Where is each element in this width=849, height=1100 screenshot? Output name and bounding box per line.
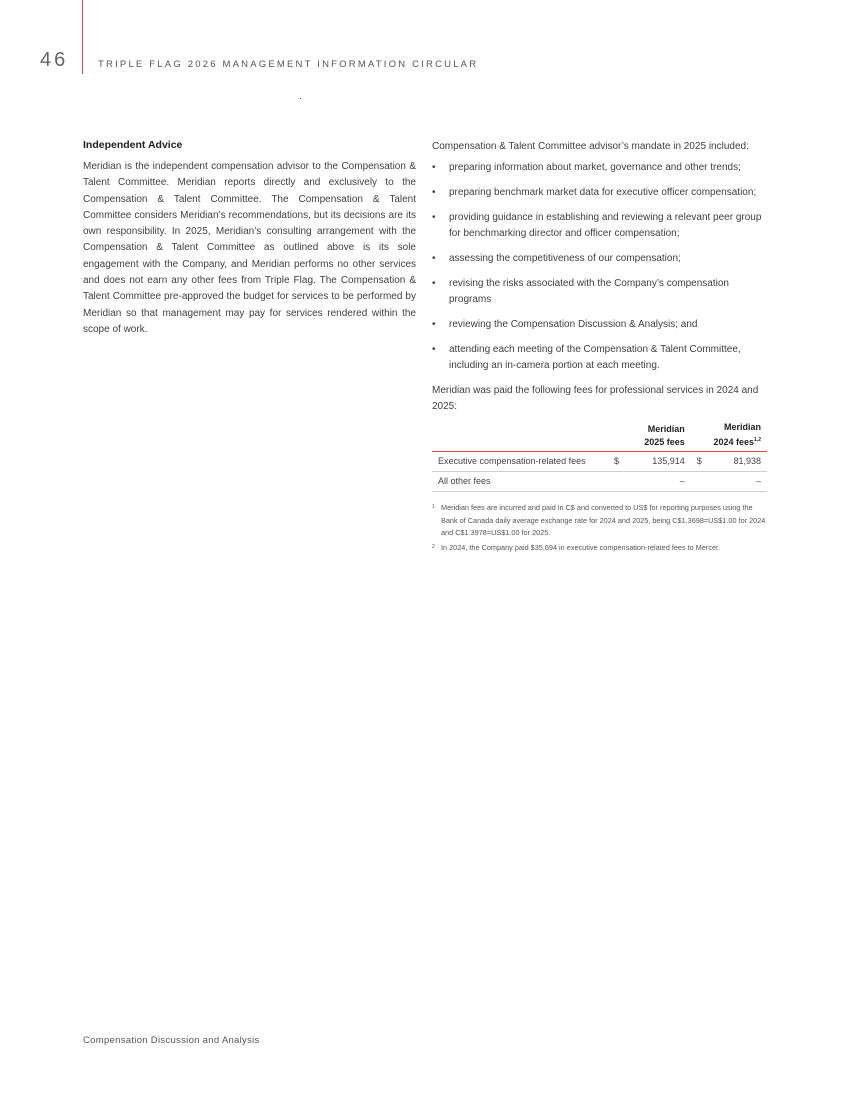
list-item: • preparing information about market, governance and other trends; [432, 160, 767, 176]
currency-symbol: $ [614, 456, 620, 466]
table-row [432, 452, 767, 472]
right-column [432, 139, 767, 556]
header-2025-fees: Meridian 2025 fees [644, 424, 685, 447]
footnote: 1 Meridian fees are incurred and paid in C$ and converted to US$ for reporting purposes using the Bank of Canada daily average exchange rate for 2024 and 2025, being C$1.3698=US$1.00 for 2024 and C$1.3978=US$1.00 for 2025. [432, 503, 766, 537]
table-row [432, 472, 767, 492]
mandate-list [432, 160, 767, 374]
header-accent-line [82, 0, 83, 74]
currency-symbol [608, 472, 632, 492]
bullet-icon: • [432, 212, 436, 223]
independent-advice-paragraph: Meridian is the independent compensation advisor to the Compensation & Talent Committee. Meridian reports directly and exclusively to the Compensation & Talent Committee. The Compensation & Talent Committee considers Meridian’s recommendations, but its decisions are its own responsibility. In 2025, Meridian’s consulting arrangement with the Compensation & Talent Committee as outlined above is its sole engagement with the Company, and Meridian performs no other services and does not earn any other fees from Triple Flag. The Compensation & Talent Committee pre-approved the budget for services to be performed by Meridian so that management may pay for services rendered within the scope of work. [83, 161, 416, 335]
currency-symbol [691, 472, 715, 492]
value-2024: – [755, 476, 761, 486]
list-item: • reviewing the Compensation Discussion & Analysis; and [432, 317, 767, 333]
header-2024-fees: Meridian 2024 fees$^{1,2}$ [713, 422, 761, 447]
list-item: • attending each meeting of the Compensation & Talent Committee, including an in-camera portion at each meeting. [432, 344, 741, 371]
running-title: TRIPLE FLAG 2026 MANAGEMENT INFORMATION CIRCULAR [98, 59, 479, 70]
value-2024: 81,938 [733, 456, 761, 466]
list-item: • assessing the competitiveness of our compensation; [432, 251, 767, 267]
value-2025: – [679, 476, 685, 486]
mandate-intro: Compensation & Talent Committee advisor’s mandate in 2025 included: [432, 141, 749, 152]
bullet-icon: • [432, 278, 436, 289]
table-header-row [432, 421, 767, 452]
footnote: 2 In 2024, the Company paid $35,694 in executive compensation-related fees to Mercer. [432, 542, 721, 552]
list-item: • revising the risks associated with the Company’s compensation programs [432, 278, 729, 305]
footer-section-title: Compensation Discussion and Analysis [83, 1035, 260, 1046]
fees-intro: Meridian was paid the following fees for professional services in 2024 and 2025: [432, 385, 759, 412]
bullet-icon: • [432, 253, 436, 264]
currency-symbol: $ [696, 456, 702, 466]
row-label: All other fees [438, 476, 491, 486]
list-item: • preparing benchmark market data for executive officer compensation; [432, 185, 767, 201]
section-heading: Independent Advice [83, 139, 183, 151]
fees-table [432, 421, 767, 492]
page-number: 46 [40, 49, 69, 71]
list-item: • providing guidance in establishing and reviewing a relevant peer group for benchmarking director and officer compensation; [432, 212, 762, 239]
bullet-icon: • [432, 187, 436, 198]
bullet-icon: • [432, 319, 436, 330]
bullet-icon: • [432, 162, 436, 173]
stray-dot [300, 98, 301, 99]
row-label: Executive compensation-related fees [438, 456, 586, 466]
bullet-icon: • [432, 344, 436, 355]
left-column [83, 139, 416, 338]
footnotes [432, 502, 767, 554]
value-2025: 135,914 [652, 456, 685, 466]
